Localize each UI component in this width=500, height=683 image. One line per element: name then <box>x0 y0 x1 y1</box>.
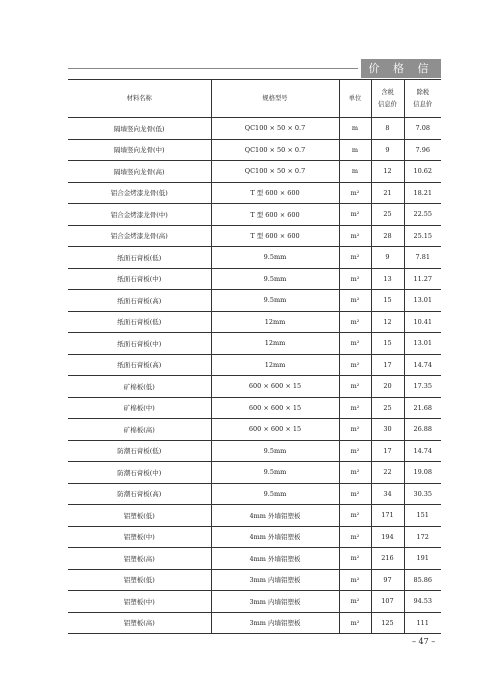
cell-unit: m² <box>339 526 371 548</box>
cell-unit: m² <box>339 376 371 398</box>
table-row <box>68 462 441 484</box>
cell-unit: m² <box>339 505 371 527</box>
table-row <box>68 591 441 613</box>
cell-price-tax-excluded: 14.74 <box>404 354 441 376</box>
cell-unit: m² <box>339 612 371 634</box>
page-number: – 47 – <box>412 637 436 646</box>
cell-spec: 12mm <box>211 333 339 355</box>
section-title: 价 格 信 息 <box>361 59 441 78</box>
cell-price-tax-included: 17 <box>371 440 404 462</box>
cell-price-tax-included: 12 <box>371 311 404 333</box>
cell-price-tax-excluded: 11.27 <box>404 268 441 290</box>
cell-spec: 12mm <box>211 354 339 376</box>
cell-price-tax-included: 34 <box>371 483 404 505</box>
cell-price-tax-included: 21 <box>371 182 404 204</box>
table-row <box>68 161 441 183</box>
cell-spec: 3mm 内墙铝塑板 <box>211 569 339 591</box>
table-row <box>68 182 441 204</box>
cell-material-name: 纸面石膏板(中) <box>68 333 211 355</box>
cell-material-name: 防潮石膏板(中) <box>68 462 211 484</box>
cell-price-tax-excluded: 19.08 <box>404 462 441 484</box>
cell-unit: m² <box>339 247 371 269</box>
cell-price-tax-included: 15 <box>371 333 404 355</box>
cell-price-tax-included: 25 <box>371 397 404 419</box>
cell-price-tax-excluded: 94.53 <box>404 591 441 613</box>
cell-price-tax-excluded: 172 <box>404 526 441 548</box>
cell-spec: 12mm <box>211 311 339 333</box>
cell-price-tax-excluded: 13.01 <box>404 333 441 355</box>
header-price-tax-included-line1: 含税 <box>381 88 394 96</box>
cell-price-tax-excluded: 21.68 <box>404 397 441 419</box>
cell-material-name: 矿棉板(低) <box>68 376 211 398</box>
cell-material-name: 铝塑板(中) <box>68 591 211 613</box>
cell-price-tax-excluded: 17.35 <box>404 376 441 398</box>
cell-material-name: 铝塑板(低) <box>68 569 211 591</box>
cell-material-name: 隔墙竖向龙骨(中) <box>68 139 211 161</box>
cell-price-tax-included: 28 <box>371 225 404 247</box>
cell-price-tax-excluded: 25.15 <box>404 225 441 247</box>
cell-spec: QC100 × 50 × 0.7 <box>211 139 339 161</box>
cell-unit: m² <box>339 440 371 462</box>
cell-material-name: 铝塑板(低) <box>68 505 211 527</box>
cell-unit: m² <box>339 462 371 484</box>
header-price-tax-included <box>371 80 404 118</box>
cell-spec: 4mm 外墙铝塑板 <box>211 548 339 570</box>
cell-material-name: 铝塑板(高) <box>68 548 211 570</box>
cell-spec: 4mm 外墙铝塑板 <box>211 505 339 527</box>
cell-price-tax-excluded: 13.01 <box>404 290 441 312</box>
cell-spec: 4mm 外墙铝塑板 <box>211 526 339 548</box>
cell-spec: T 型 600 × 600 <box>211 225 339 247</box>
header-price-tax-excluded <box>404 80 441 118</box>
table-row <box>68 548 441 570</box>
cell-price-tax-included: 9 <box>371 139 404 161</box>
cell-price-tax-included: 9 <box>371 247 404 269</box>
cell-price-tax-included: 194 <box>371 526 404 548</box>
table-row <box>68 247 441 269</box>
cell-price-tax-excluded: 7.81 <box>404 247 441 269</box>
cell-unit: m <box>339 118 371 140</box>
cell-price-tax-included: 30 <box>371 419 404 441</box>
cell-material-name: 防潮石膏板(高) <box>68 483 211 505</box>
cell-material-name: 纸面石膏板(高) <box>68 290 211 312</box>
cell-unit: m² <box>339 483 371 505</box>
cell-material-name: 纸面石膏板(低) <box>68 247 211 269</box>
cell-price-tax-included: 17 <box>371 354 404 376</box>
cell-price-tax-excluded: 26.88 <box>404 419 441 441</box>
cell-material-name: 隔墙竖向龙骨(高) <box>68 161 211 183</box>
header-price-tax-included-line2: 信息价 <box>378 100 397 108</box>
cell-spec: 600 × 600 × 15 <box>211 376 339 398</box>
cell-price-tax-excluded: 7.08 <box>404 118 441 140</box>
cell-price-tax-included: 15 <box>371 290 404 312</box>
cell-unit: m² <box>339 333 371 355</box>
cell-spec: 600 × 600 × 15 <box>211 397 339 419</box>
cell-material-name: 隔墙竖向龙骨(低) <box>68 118 211 140</box>
table-row <box>68 333 441 355</box>
cell-spec: 9.5mm <box>211 290 339 312</box>
price-table <box>68 79 441 634</box>
cell-price-tax-excluded: 151 <box>404 505 441 527</box>
table-row <box>68 419 441 441</box>
cell-unit: m² <box>339 569 371 591</box>
cell-price-tax-included: 12 <box>371 161 404 183</box>
table-row <box>68 311 441 333</box>
cell-material-name: 铝合金烤漆龙骨(高) <box>68 225 211 247</box>
cell-price-tax-excluded: 22.55 <box>404 204 441 226</box>
cell-spec: QC100 × 50 × 0.7 <box>211 161 339 183</box>
cell-price-tax-excluded: 14.74 <box>404 440 441 462</box>
cell-material-name: 铝合金烤漆龙骨(中) <box>68 204 211 226</box>
cell-price-tax-included: 20 <box>371 376 404 398</box>
header-unit: 单位 <box>339 80 371 118</box>
cell-price-tax-excluded: 191 <box>404 548 441 570</box>
table-row <box>68 268 441 290</box>
cell-unit: m <box>339 139 371 161</box>
cell-spec: T 型 600 × 600 <box>211 204 339 226</box>
cell-material-name: 铝合金烤漆龙骨(低) <box>68 182 211 204</box>
cell-material-name: 铝塑板(高) <box>68 612 211 634</box>
cell-spec: 3mm 内墙铝塑板 <box>211 612 339 634</box>
cell-material-name: 矿棉板(中) <box>68 397 211 419</box>
header-rule <box>68 68 358 69</box>
cell-unit: m <box>339 161 371 183</box>
cell-price-tax-included: 216 <box>371 548 404 570</box>
table-row <box>68 569 441 591</box>
cell-material-name: 纸面石膏板(中) <box>68 268 211 290</box>
table-row <box>68 225 441 247</box>
cell-unit: m² <box>339 591 371 613</box>
table-row <box>68 483 441 505</box>
cell-price-tax-included: 125 <box>371 612 404 634</box>
cell-unit: m² <box>339 311 371 333</box>
cell-price-tax-included: 13 <box>371 268 404 290</box>
cell-unit: m² <box>339 354 371 376</box>
cell-unit: m² <box>339 397 371 419</box>
table-row <box>68 139 441 161</box>
cell-price-tax-included: 25 <box>371 204 404 226</box>
cell-material-name: 防潮石膏板(低) <box>68 440 211 462</box>
cell-unit: m² <box>339 419 371 441</box>
cell-price-tax-excluded: 10.62 <box>404 161 441 183</box>
header-price-tax-excluded-line1: 除税 <box>416 88 430 96</box>
cell-spec: T 型 600 × 600 <box>211 182 339 204</box>
cell-price-tax-included: 8 <box>371 118 404 140</box>
cell-price-tax-excluded: 7.96 <box>404 139 441 161</box>
cell-price-tax-excluded: 10.41 <box>404 311 441 333</box>
cell-spec: 9.5mm <box>211 268 339 290</box>
cell-price-tax-excluded: 111 <box>404 612 441 634</box>
header-spec: 规格型号 <box>211 80 339 118</box>
cell-price-tax-included: 171 <box>371 505 404 527</box>
cell-spec: 600 × 600 × 15 <box>211 419 339 441</box>
table-row <box>68 440 441 462</box>
cell-price-tax-included: 22 <box>371 462 404 484</box>
cell-material-name: 纸面石膏板(高) <box>68 354 211 376</box>
table-row <box>68 612 441 634</box>
cell-price-tax-excluded: 18.21 <box>404 182 441 204</box>
cell-unit: m² <box>339 182 371 204</box>
table-body <box>68 118 441 634</box>
cell-spec: 9.5mm <box>211 247 339 269</box>
cell-spec: 3mm 内墙铝塑板 <box>211 591 339 613</box>
table-row <box>68 290 441 312</box>
table-row <box>68 354 441 376</box>
table-row <box>68 204 441 226</box>
table-header-row <box>68 80 441 118</box>
header-material-name: 材料名称 <box>68 80 211 118</box>
cell-price-tax-included: 97 <box>371 569 404 591</box>
cell-unit: m² <box>339 290 371 312</box>
cell-material-name: 铝塑板(中) <box>68 526 211 548</box>
cell-spec: 9.5mm <box>211 462 339 484</box>
cell-material-name: 纸面石膏板(低) <box>68 311 211 333</box>
cell-unit: m² <box>339 548 371 570</box>
cell-price-tax-included: 107 <box>371 591 404 613</box>
table-row <box>68 397 441 419</box>
cell-spec: 9.5mm <box>211 440 339 462</box>
cell-unit: m² <box>339 204 371 226</box>
cell-unit: m² <box>339 225 371 247</box>
cell-spec: QC100 × 50 × 0.7 <box>211 118 339 140</box>
table-row <box>68 118 441 140</box>
cell-price-tax-excluded: 85.86 <box>404 569 441 591</box>
table-row <box>68 526 441 548</box>
cell-price-tax-excluded: 30.35 <box>404 483 441 505</box>
cell-spec: 9.5mm <box>211 483 339 505</box>
cell-unit: m² <box>339 268 371 290</box>
table-row <box>68 376 441 398</box>
table-row <box>68 505 441 527</box>
cell-material-name: 矿棉板(高) <box>68 419 211 441</box>
header-price-tax-excluded-line2: 信息价 <box>413 100 433 108</box>
